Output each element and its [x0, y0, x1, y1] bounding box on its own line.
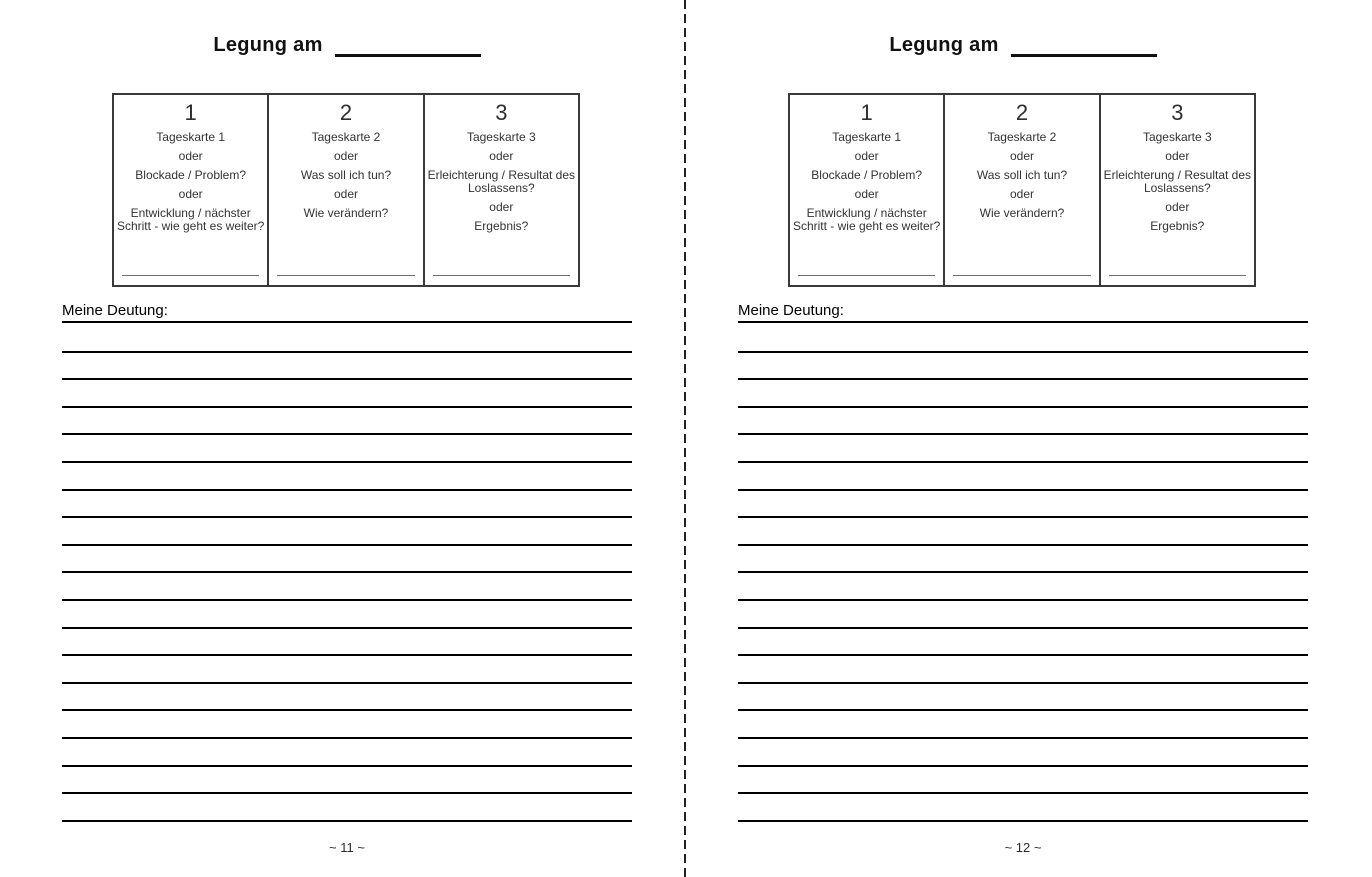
interpretation-label: Meine Deutung:: [62, 302, 632, 323]
page-right-content: [738, 0, 1308, 877]
page-left-content: [62, 0, 632, 877]
card-column-number: 2: [339, 100, 353, 125]
card-position-table: [112, 93, 580, 287]
ruled-writing-line: [738, 601, 1308, 629]
card-option: oder: [489, 200, 514, 214]
card-option: oder: [1165, 200, 1190, 214]
card-option: oder: [854, 187, 879, 201]
card-name-blank-line: [953, 275, 1090, 276]
card-option: Wie verändern?: [979, 206, 1065, 220]
ruled-writing-line: [62, 518, 632, 546]
card-column-1: [790, 95, 945, 285]
ruled-writing-line: [738, 684, 1308, 712]
ruled-writing-line: [738, 353, 1308, 381]
card-option: Erleichterung / Resultat des Loslassens?: [427, 168, 576, 195]
card-option: Tageskarte 2: [311, 130, 381, 144]
ruled-writing-line: [738, 546, 1308, 574]
ruled-writing-line: [738, 380, 1308, 408]
card-name-blank-line: [433, 275, 570, 276]
ruled-writing-line: [738, 656, 1308, 684]
ruled-writing-line: [738, 463, 1308, 491]
ruled-writing-line: [62, 684, 632, 712]
ruled-writing-line: [62, 629, 632, 657]
card-option: oder: [178, 187, 203, 201]
date-blank-line: [1011, 53, 1157, 57]
card-option: Blockade / Problem?: [135, 168, 247, 182]
ruled-lines: [738, 325, 1308, 822]
card-option: oder: [1165, 149, 1190, 163]
card-option: Was soll ich tun?: [976, 168, 1068, 182]
card-option: Entwicklung / nächster Schritt - wie geht es weiter?: [116, 206, 265, 233]
card-column-3: [1101, 95, 1254, 285]
card-column-2: [945, 95, 1100, 285]
page-title-label: Legung am: [213, 34, 323, 56]
card-option: Tageskarte 2: [987, 130, 1057, 144]
page-right: [686, 0, 1372, 877]
ruled-writing-line: [62, 767, 632, 795]
ruled-writing-line: [738, 629, 1308, 657]
ruled-writing-line: [62, 601, 632, 629]
card-name-blank-line: [1109, 275, 1246, 276]
card-column-number: 3: [1171, 100, 1184, 125]
page-number: ~ 11 ~: [329, 840, 365, 855]
ruled-writing-line: [738, 408, 1308, 436]
ruled-writing-line: [62, 435, 632, 463]
ruled-writing-line: [62, 353, 632, 381]
card-option: Ergebnis?: [1150, 219, 1205, 233]
ruled-writing-line: [62, 408, 632, 436]
card-column-2: [269, 95, 424, 285]
ruled-writing-line: [62, 794, 632, 822]
card-option: Tageskarte 1: [156, 130, 226, 144]
card-column-number: 2: [1015, 100, 1029, 125]
card-column-number: 3: [495, 100, 508, 125]
ruled-writing-line: [62, 546, 632, 574]
ruled-writing-line: [738, 767, 1308, 795]
ruled-writing-line: [62, 491, 632, 519]
card-option: Erleichterung / Resultat des Loslassens?: [1103, 168, 1252, 195]
ruled-writing-line: [738, 435, 1308, 463]
ruled-writing-line: [738, 573, 1308, 601]
ruled-writing-line: [62, 656, 632, 684]
ruled-writing-line: [62, 739, 632, 767]
card-option: oder: [854, 149, 879, 163]
card-name-blank-line: [798, 275, 935, 276]
ruled-writing-line: [738, 325, 1308, 353]
card-option: Wie verändern?: [303, 206, 389, 220]
card-option: oder: [178, 149, 203, 163]
ruled-writing-line: [738, 711, 1308, 739]
ruled-writing-line: [738, 794, 1308, 822]
ruled-writing-line: [62, 711, 632, 739]
card-option: oder: [1009, 149, 1034, 163]
card-option: Tageskarte 3: [1142, 130, 1212, 144]
interpretation-label: Meine Deutung:: [738, 302, 1308, 323]
card-option: Was soll ich tun?: [300, 168, 392, 182]
card-option: oder: [489, 149, 514, 163]
page-title: [62, 34, 632, 57]
ruled-writing-line: [738, 491, 1308, 519]
page-number: ~ 12 ~: [1004, 840, 1042, 855]
ruled-writing-line: [62, 380, 632, 408]
card-option: Blockade / Problem?: [811, 168, 923, 182]
card-option: oder: [333, 187, 358, 201]
card-option: oder: [1009, 187, 1034, 201]
card-option: Ergebnis?: [474, 219, 529, 233]
date-blank-line: [335, 53, 481, 57]
card-name-blank-line: [277, 275, 414, 276]
card-option: oder: [333, 149, 358, 163]
ruled-writing-line: [62, 573, 632, 601]
ruled-lines: [62, 325, 632, 822]
ruled-writing-line: [62, 463, 632, 491]
card-column-3: [425, 95, 578, 285]
card-option: Entwicklung / nächster Schritt - wie geht es weiter?: [792, 206, 941, 233]
card-column-number: 1: [860, 100, 873, 125]
card-option: Tageskarte 3: [466, 130, 536, 144]
card-column-number: 1: [184, 100, 197, 125]
card-name-blank-line: [122, 275, 259, 276]
ruled-writing-line: [738, 518, 1308, 546]
card-option: Tageskarte 1: [832, 130, 902, 144]
page-title: [738, 34, 1308, 57]
card-column-1: [114, 95, 269, 285]
ruled-writing-line: [738, 739, 1308, 767]
ruled-writing-line: [62, 325, 632, 353]
card-position-table: [788, 93, 1256, 287]
page-title-label: Legung am: [889, 34, 999, 56]
